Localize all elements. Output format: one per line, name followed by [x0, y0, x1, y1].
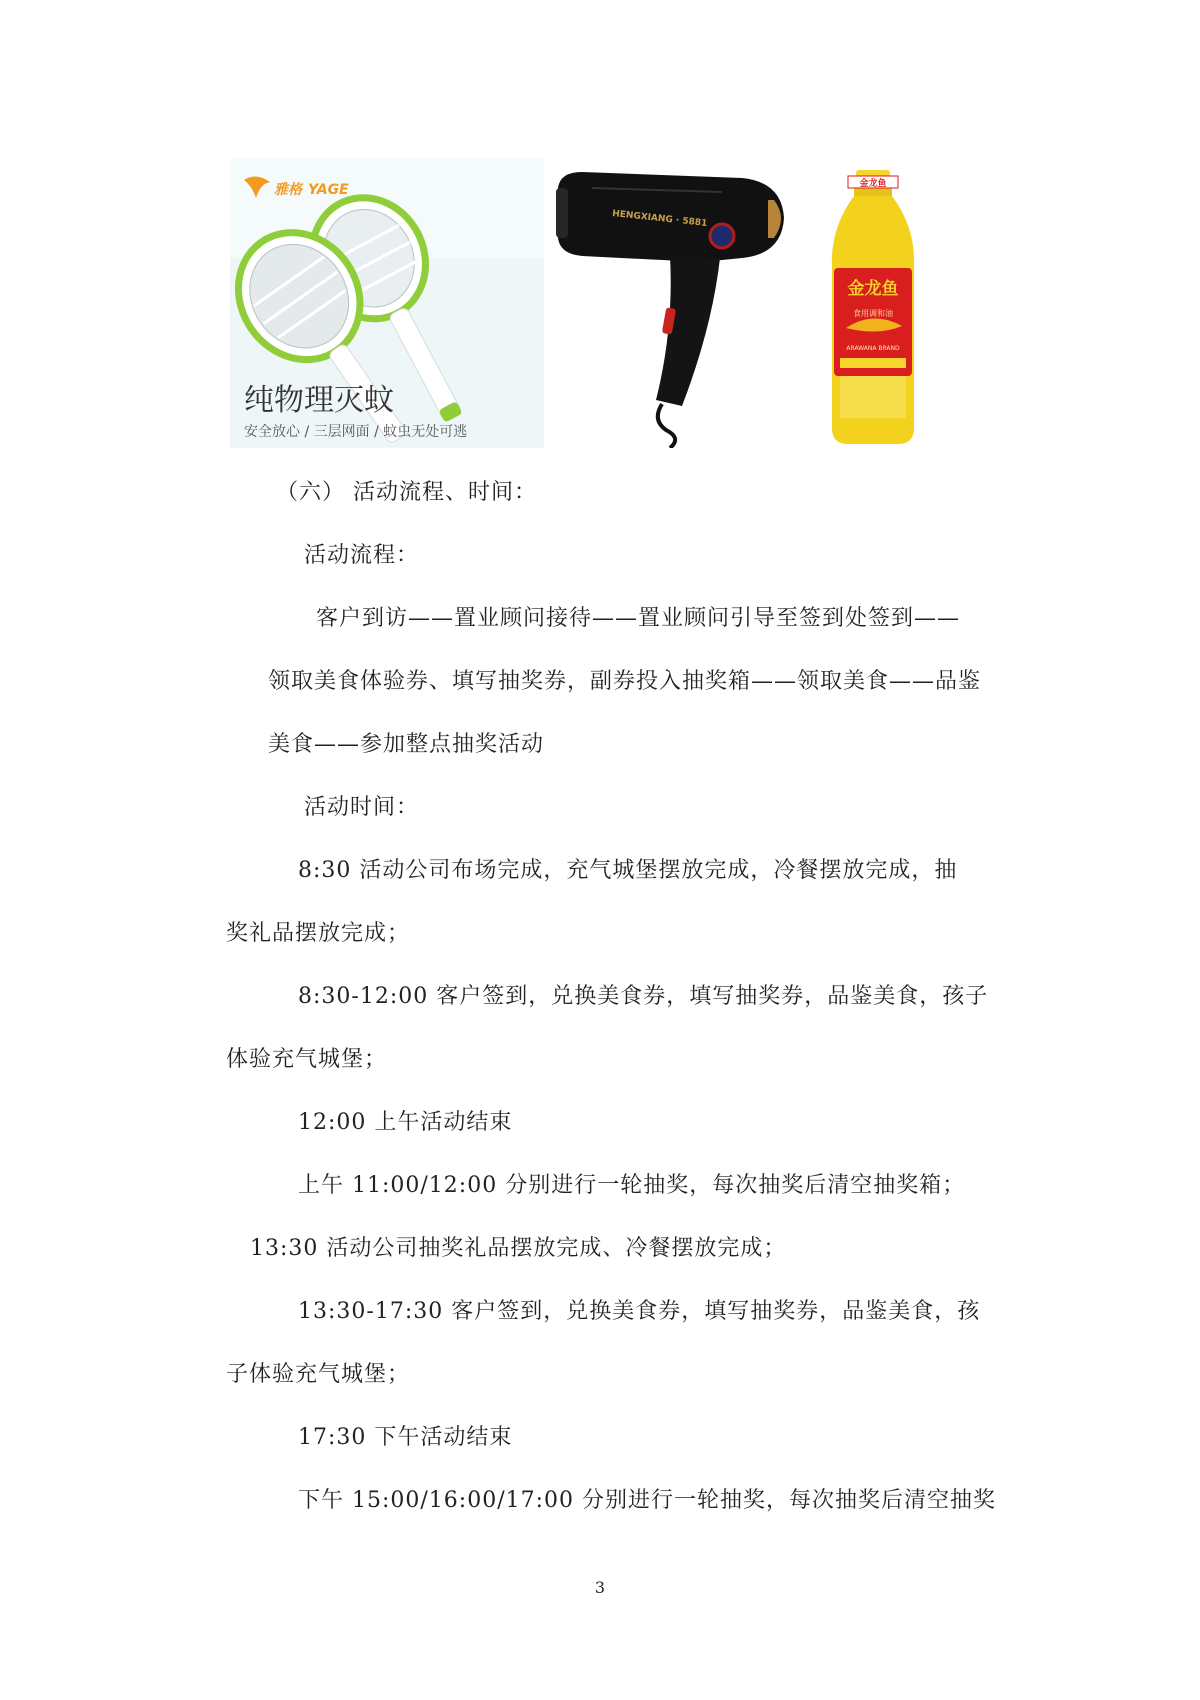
schedule-item-2-line-1: 8:30-12:00 客户签到，兑换美食券，填写抽奖券，品鉴美食，孩子 — [298, 984, 989, 1009]
schedule-item-5: 13:30 活动公司抽奖礼品摆放完成、冷餐摆放完成； — [250, 1236, 787, 1261]
hair-dryer-image — [552, 158, 808, 448]
flow-text-line-2: 领取美食体验券、填写抽奖券，副券投入抽奖箱——领取美食——品鉴 — [268, 669, 982, 694]
schedule-item-4: 上午 11:00/12:00 分别进行一轮抽奖，每次抽奖后清空抽奖箱； — [298, 1173, 966, 1198]
swatter-subtitle: 安全放心 / 三层网面 / 蚊虫无处可逃 — [244, 424, 468, 440]
schedule-item-7: 17:30 下午活动结束 — [298, 1425, 513, 1450]
page-number: 3 — [594, 1578, 606, 1597]
schedule-item-3: 12:00 上午活动结束 — [298, 1110, 513, 1135]
swatter-brand: 雅格 — [274, 182, 302, 198]
flow-text-line-3: 美食——参加整点抽奖活动 — [268, 732, 545, 757]
oil-bottle-image — [826, 158, 920, 448]
schedule-item-1-line-2: 奖礼品摆放完成； — [226, 921, 411, 946]
oil-brand-top: 金龙鱼 — [859, 179, 887, 189]
oil-brand: 金龙鱼 — [847, 279, 899, 299]
oil-type: 食用调和油 — [853, 309, 893, 318]
schedule-item-6-line-1: 13:30-17:30 客户签到，兑换美食券，填写抽奖券，品鉴美食，孩 — [298, 1299, 981, 1324]
section-heading: （六） 活动流程、时间： — [276, 480, 537, 505]
schedule-item-1-line-1: 8:30 活动公司布场完成，充气城堡摆放完成，冷餐摆放完成，抽 — [298, 858, 958, 883]
time-title: 活动时间： — [304, 795, 420, 820]
schedule-item-2-line-2: 体验充气城堡； — [226, 1047, 388, 1072]
flow-text-line-1: 客户到访——置业顾问接待——置业顾问引导至签到处签到—— — [316, 606, 961, 631]
hairdryer-dial-icon — [710, 224, 734, 248]
swatter-title: 纯物理灭蚊 — [244, 383, 394, 418]
schedule-item-8: 下午 15:00/16:00/17:00 分别进行一轮抽奖，每次抽奖后清空抽奖 — [298, 1488, 997, 1513]
oil-brand-en: ARAWANA BRAND — [846, 345, 900, 352]
swatter-brand-en: YAGE — [308, 182, 349, 198]
flow-title: 活动流程： — [304, 543, 420, 568]
schedule-item-6-line-2: 子体验充气城堡； — [226, 1362, 411, 1387]
hairdryer-label: HENGXIANG · 5881 — [611, 209, 708, 229]
mosquito-swatter-image — [230, 158, 544, 448]
